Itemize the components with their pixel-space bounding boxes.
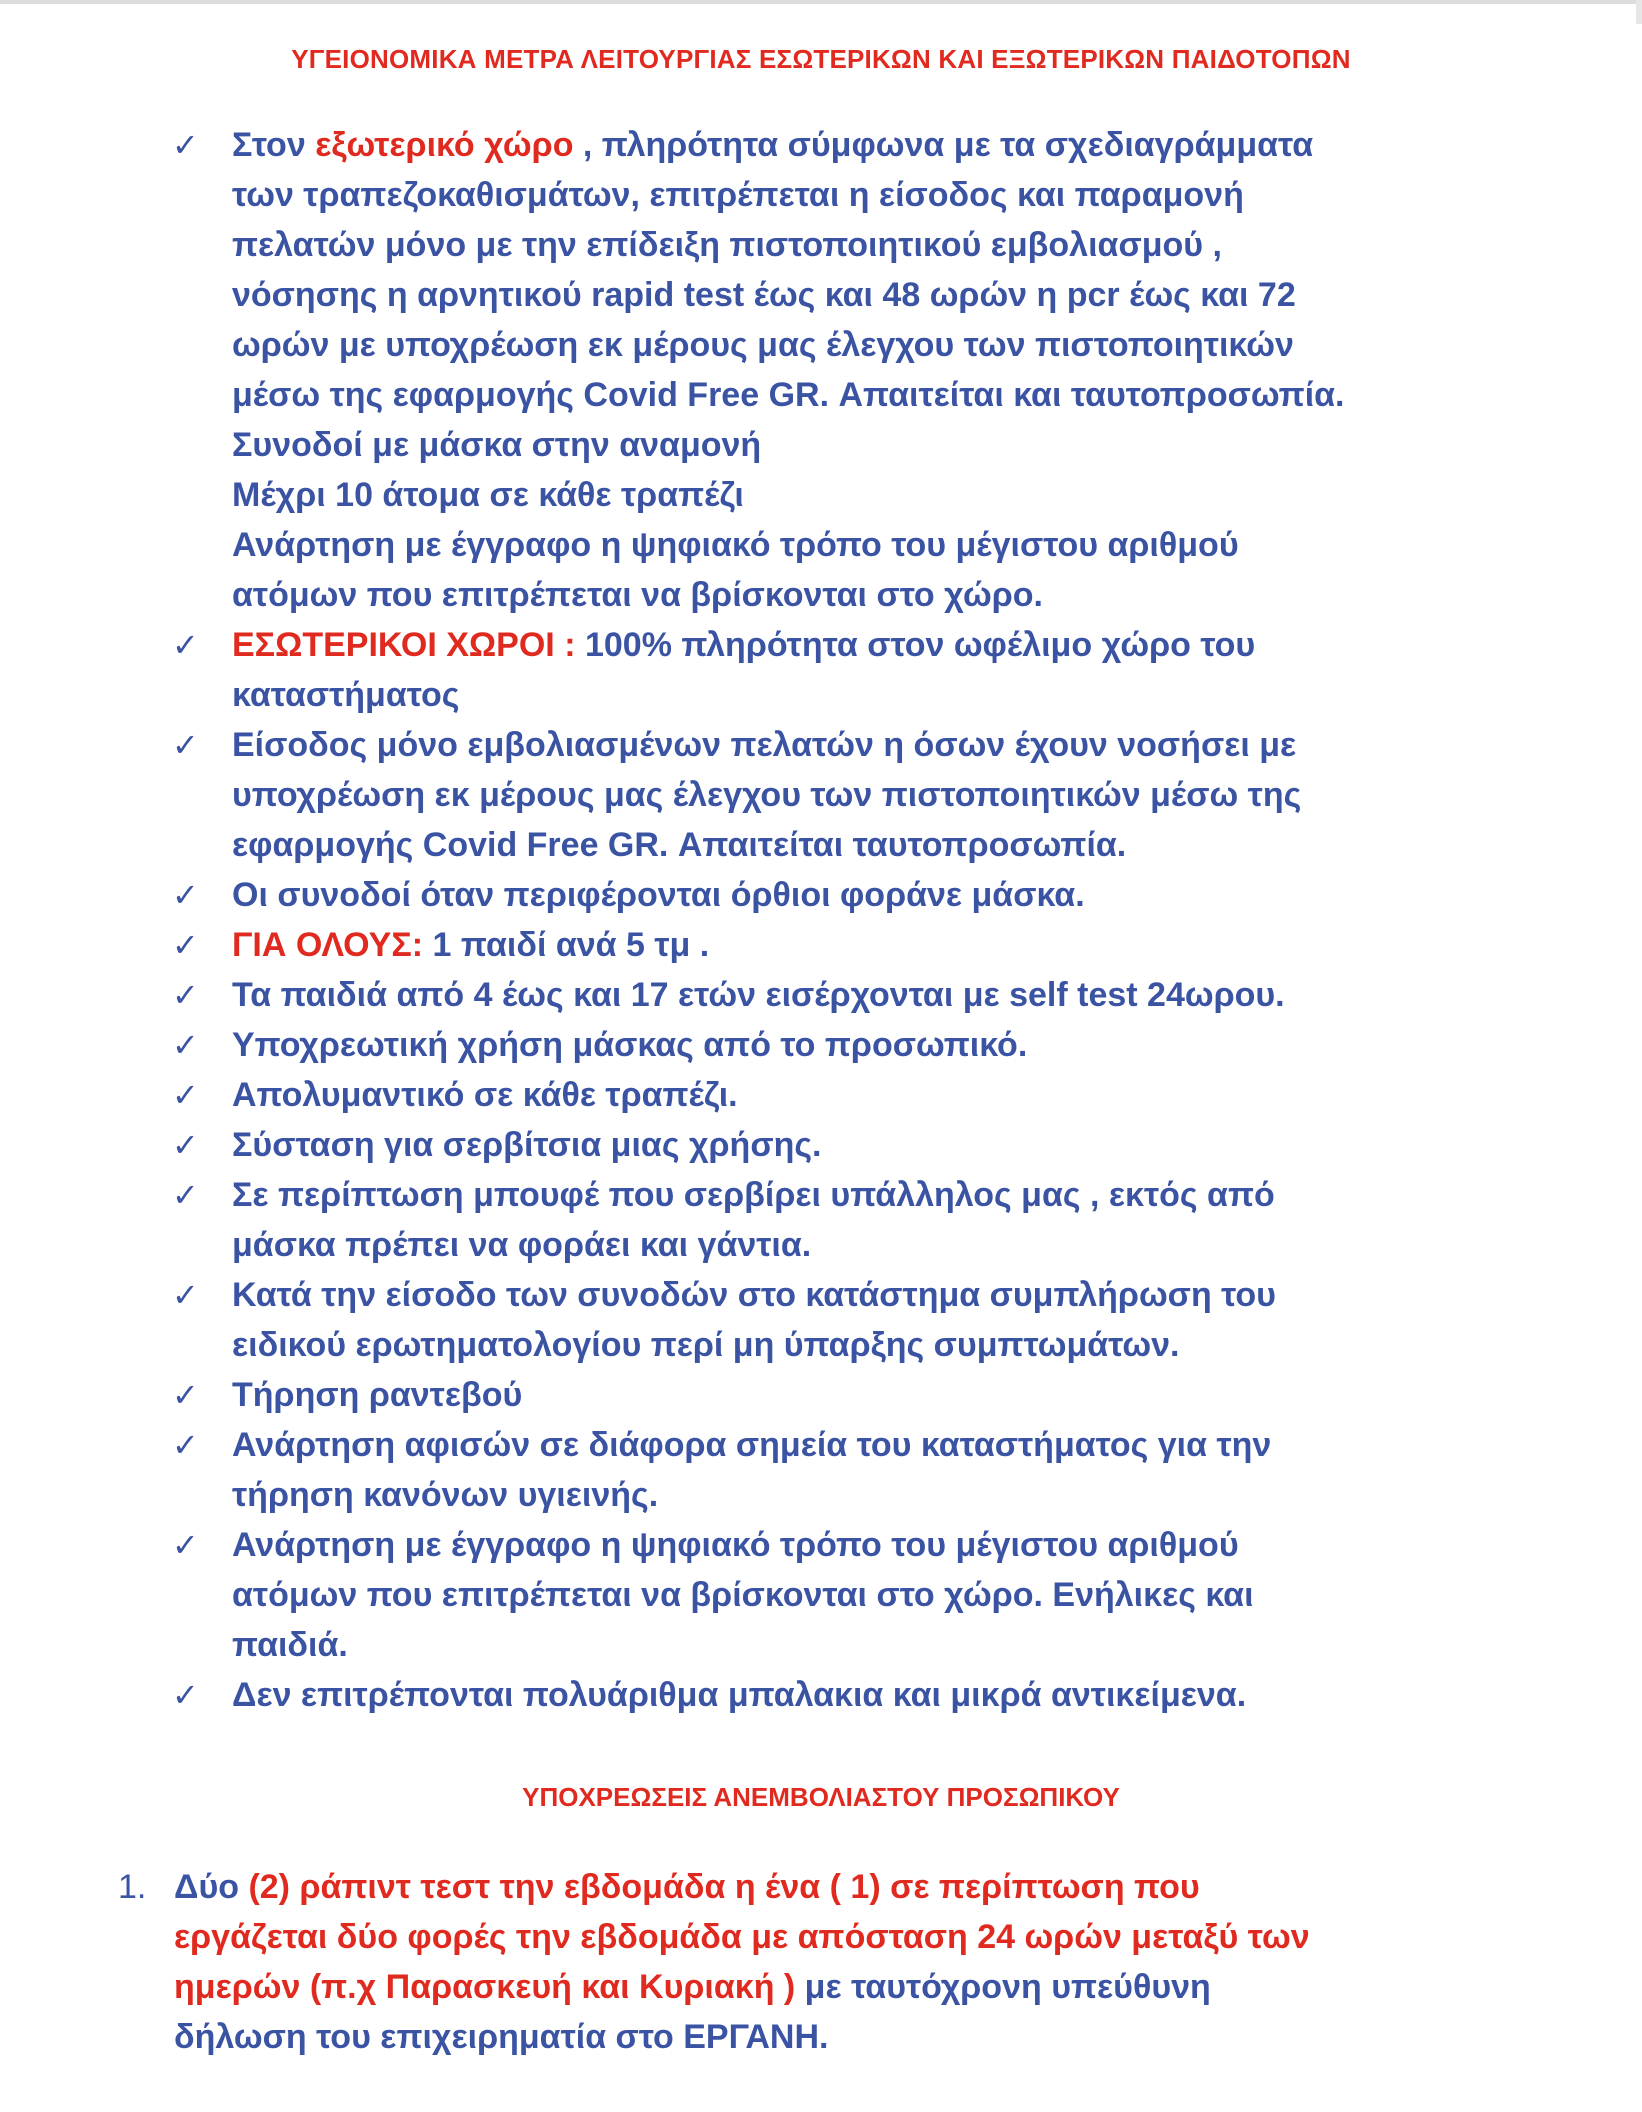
checkmark-icon: ✓ <box>172 1376 199 1414</box>
item-line <box>174 1862 1498 1912</box>
list-item <box>172 1370 1472 1420</box>
page-right-edge <box>1636 0 1642 24</box>
item-line: Μέχρι 10 άτομα σε κάθε τραπέζι <box>232 476 744 514</box>
list-item <box>172 870 1472 920</box>
section-subtitle: ΥΠΟΧΡΕΩΣΕΙΣ ΑΝΕΜΒΟΛΙΑΣΤΟΥ ΠΡΟΣΩΠΙΚΟΥ <box>522 1782 1120 1812</box>
checkmark-icon: ✓ <box>172 726 199 764</box>
item-line: μάσκα πρέπει να φοράει και γάντια. <box>232 1226 812 1264</box>
item-line: Τα παιδιά από 4 έως και 17 ετών εισέρχονται με self test 24ωρου. <box>232 976 1285 1014</box>
item-line: Ανάρτηση με έγγραφο η ψηφιακό τρόπο του μέγιστου αριθμού <box>232 526 1239 564</box>
item-line <box>232 120 1472 170</box>
highlight-text: ημερών (π.χ Παρασκευή και Κυριακή ) <box>174 1968 796 2006</box>
checkmark-icon: ✓ <box>172 1526 199 1564</box>
item-line: ατόμων που επιτρέπεται να βρίσκονται στο χώρο. Ενήλικες και <box>232 1576 1254 1614</box>
list-item <box>172 1420 1472 1520</box>
checkmark-icon: ✓ <box>172 926 199 964</box>
item-line: ωρών με υποχρέωση εκ μέρους μας έλεγχου των πιστοποιητικών <box>232 326 1294 364</box>
highlight-text: εξωτερικό χώρο <box>315 126 574 164</box>
list-item <box>172 970 1472 1020</box>
item-line: παιδιά. <box>232 1626 348 1664</box>
list-item <box>172 1020 1472 1070</box>
checkmark-icon: ✓ <box>172 1676 199 1714</box>
item-line: Ανάρτηση αφισών σε διάφορα σημεία του καταστήματος για την <box>232 1426 1272 1464</box>
item-line: Οι συνοδοί όταν περιφέρονται όρθιοι φοράνε μάσκα. <box>232 876 1085 914</box>
item-line: Σύσταση για σερβίτσια μιας χρήσης. <box>232 1126 822 1164</box>
item-line: πελατών μόνο με την επίδειξη πιστοποιητικού εμβολιασμού , <box>232 226 1222 264</box>
staff-obligations-list <box>118 1862 1498 2062</box>
item-line <box>232 620 1472 670</box>
item-line: Είσοδος μόνο εμβολιασμένων πελατών η όσων έχουν νοσήσει με <box>232 726 1297 764</box>
item-line: μέσω της εφαρμογής Covid Free GR. Απαιτείται και ταυτοπροσωπία. <box>232 376 1345 414</box>
highlight-text: ΕΣΩΤΕΡΙΚΟΙ ΧΩΡΟΙ : <box>232 626 576 664</box>
item-text: Δύο <box>174 1868 249 1906</box>
checkmark-icon: ✓ <box>172 126 199 164</box>
list-item <box>172 1520 1472 1670</box>
checkmark-icon: ✓ <box>172 876 199 914</box>
item-line: Σε περίπτωση μπουφέ που σερβίρει υπάλληλος μας , εκτός από <box>232 1176 1275 1214</box>
highlight-text: (2) ράπιντ τεστ την εβδομάδα η ένα ( 1) σε περίπτωση που <box>248 1868 1200 1906</box>
item-line: των τραπεζοκαθισμάτων, επιτρέπεται η είσοδος και παραμονή <box>232 176 1244 214</box>
item-text: με ταυτόχρονη υπεύθυνη <box>795 1968 1211 2006</box>
checkmark-icon: ✓ <box>172 976 199 1014</box>
checkmark-icon: ✓ <box>172 1126 199 1164</box>
list-item <box>172 1670 1472 1720</box>
item-line: υποχρέωση εκ μέρους μας έλεγχου των πιστοποιητικών μέσω της <box>232 776 1302 814</box>
item-line: ατόμων που επιτρέπεται να βρίσκονται στο χώρο. <box>232 576 1043 614</box>
list-item <box>172 1120 1472 1170</box>
item-line: τήρηση κανόνων υγιεινής. <box>232 1476 659 1514</box>
item-line: Συνοδοί με μάσκα στην αναμονή <box>232 426 762 464</box>
list-item <box>172 1170 1472 1270</box>
item-text: 100% πληρότητα στον ωφέλιμο χώρο του <box>575 626 1256 664</box>
item-line: Απολυμαντικό σε κάθε τραπέζι. <box>232 1076 738 1114</box>
item-line <box>232 920 1472 970</box>
document-title: ΥΓΕΙΟΝΟΜΙΚΑ ΜΕΤΡΑ ΛΕΙΤΟΥΡΓΙΑΣ ΕΣΩΤΕΡΙΚΩΝ ΚΑΙ ΕΞΩΤΕΡΙΚΩΝ ΠΑΙΔΟΤΟΠΩΝ <box>291 44 1351 74</box>
item-line: εργάζεται δύο φορές την εβδομάδα με απόσταση 24 ωρών μεταξύ των <box>174 1918 1310 1956</box>
checkmark-icon: ✓ <box>172 626 199 664</box>
item-line: Κατά την είσοδο των συνοδών στο κατάστημα συμπλήρωση του <box>232 1276 1276 1314</box>
item-line: Ανάρτηση με έγγραφο η ψηφιακό τρόπο του μέγιστου αριθμού <box>232 1526 1239 1564</box>
checkmark-icon: ✓ <box>172 1276 199 1314</box>
list-number: 1. <box>118 1868 147 1906</box>
checkmark-icon: ✓ <box>172 1176 199 1214</box>
measures-checklist <box>172 120 1472 1720</box>
list-item <box>118 1862 1498 2062</box>
item-text: Στον <box>232 126 316 164</box>
checkmark-icon: ✓ <box>172 1026 199 1064</box>
item-line: δήλωση του επιχειρηματία στο ΕΡΓΑΝΗ. <box>174 2018 829 2056</box>
checkmark-icon: ✓ <box>172 1426 199 1464</box>
item-line <box>174 1962 1498 2012</box>
item-line: νόσησης η αρνητικού rapid test έως και 48 ωρών η pcr έως και 72 <box>232 276 1296 314</box>
list-item <box>172 720 1472 870</box>
item-text: 1 παιδί ανά 5 τμ . <box>423 926 710 964</box>
list-item <box>172 920 1472 970</box>
item-line: καταστήματος <box>232 676 460 714</box>
list-item <box>172 620 1472 720</box>
item-line: Δεν επιτρέπονται πολυάριθμα μπαλακια και μικρά αντικείμενα. <box>232 1676 1247 1714</box>
list-item <box>172 120 1472 620</box>
page-top-border <box>0 0 1642 4</box>
list-item <box>172 1270 1472 1370</box>
item-line: ειδικού ερωτηματολογίου περί μη ύπαρξης συμπτωμάτων. <box>232 1326 1180 1364</box>
item-text: , πληρότητα σύμφωνα με τα σχεδιαγράμματα <box>573 126 1314 164</box>
item-line: εφαρμογής Covid Free GR. Απαιτείται ταυτοπροσωπία. <box>232 826 1127 864</box>
highlight-text: ΓΙΑ ΟΛΟΥΣ: <box>232 926 424 964</box>
list-item <box>172 1070 1472 1120</box>
checkmark-icon: ✓ <box>172 1076 199 1114</box>
item-line: Υποχρεωτική χρήση μάσκας από το προσωπικό. <box>232 1026 1028 1064</box>
item-line: Τήρηση ραντεβού <box>232 1376 523 1414</box>
